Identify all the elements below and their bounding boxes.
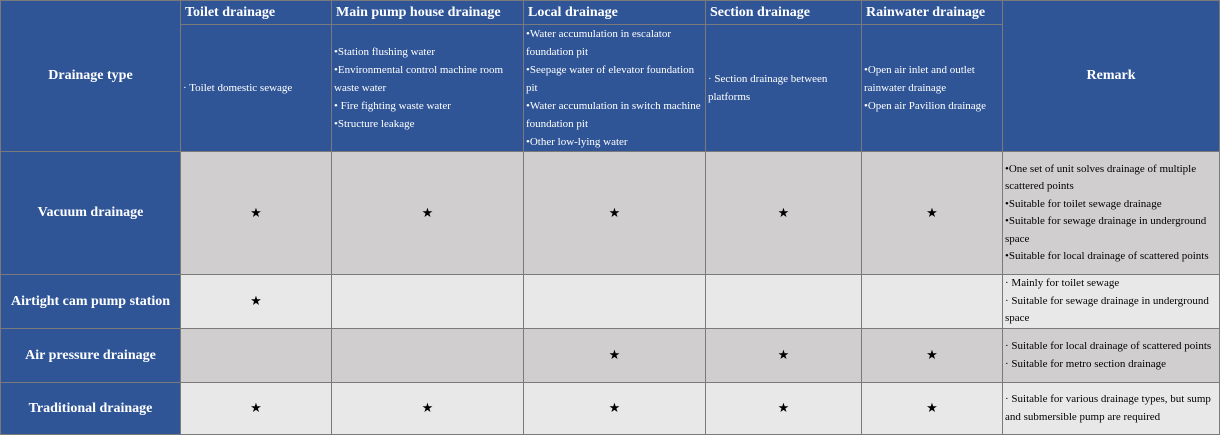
description-item: • Fire fighting waste water (334, 100, 451, 112)
mark-star: ★ (524, 383, 706, 435)
description-item: · Section drainage between platforms (708, 73, 828, 103)
remark-item: · Suitable for metro section drainage (1005, 357, 1166, 370)
column-header-section-drainage: Section drainage (706, 1, 862, 25)
column-header-toilet-drainage: Toilet drainage (181, 1, 332, 25)
remark-airtight-cam-pump-station (1003, 275, 1220, 329)
mark-empty (332, 275, 524, 329)
description-item: •Seepage water of elevator foundation pit (526, 64, 695, 94)
remark-item: •Suitable for toilet sewage drainage (1005, 197, 1162, 210)
column-header-local-drainage: Local drainage (524, 1, 706, 25)
description-item: •Other low-lying water (526, 136, 628, 148)
mark-star: ★ (862, 152, 1003, 275)
row-header-vacuum-drainage: Vacuum drainage (1, 152, 181, 275)
remark-item: •Suitable for local drainage of scattered points (1005, 250, 1209, 262)
mark-star: ★ (524, 152, 706, 275)
row-header-air-pressure-drainage: Air pressure drainage (1, 329, 181, 383)
drainage-type-header: Drainage type (1, 1, 181, 152)
description-item: · Toilet domestic sewage (183, 82, 293, 94)
description-item: •Water accumulation in switch machine foundation pit (526, 100, 701, 130)
description-item: •Water accumulation in escalator foundation pit (526, 28, 671, 58)
remark-item: · Mainly for toilet sewage (1005, 277, 1120, 290)
remark-header: Remark (1003, 1, 1220, 152)
mark-star: ★ (181, 275, 332, 329)
remark-item: · Suitable for local drainage of scattered points (1005, 340, 1212, 352)
column-header-rainwater-drainage: Rainwater drainage (862, 1, 1003, 25)
remark-traditional-drainage (1003, 383, 1220, 435)
local-drainage-description (524, 25, 706, 152)
description-item: •Environmental control machine room waste water (334, 64, 504, 94)
mark-empty (706, 275, 862, 329)
section-drainage-description (706, 25, 862, 152)
description-item: •Structure leakage (334, 118, 415, 130)
rainwater-drainage-description (862, 25, 1003, 152)
mark-empty (332, 329, 524, 383)
description-item: •Open air Pavilion drainage (864, 100, 987, 112)
mark-star: ★ (332, 383, 524, 435)
remark-item: · Suitable for various drainage types, but sump and submersible pump are required (1005, 393, 1211, 423)
mark-empty (181, 329, 332, 383)
mark-star: ★ (706, 329, 862, 383)
mark-empty (862, 275, 1003, 329)
remark-item: •One set of unit solves drainage of multiple scattered points (1005, 162, 1197, 192)
column-header-main-pump-house-drainage: Main pump house drainage (332, 1, 524, 25)
mark-star: ★ (181, 383, 332, 435)
remark-item: · Suitable for sewage drainage in underground space (1005, 294, 1209, 325)
row-header-traditional-drainage: Traditional drainage (1, 383, 181, 435)
mark-star: ★ (706, 152, 862, 275)
remark-item: •Suitable for sewage drainage in underground space (1005, 215, 1207, 245)
description-item: •Open air inlet and outlet rainwater drainage (864, 64, 975, 94)
mark-star: ★ (181, 152, 332, 275)
main-pump-house-drainage-description (332, 25, 524, 152)
remark-vacuum-drainage (1003, 152, 1220, 275)
toilet-drainage-description (181, 25, 332, 152)
mark-star: ★ (706, 383, 862, 435)
description-item: •Station flushing water (334, 46, 436, 58)
remark-air-pressure-drainage (1003, 329, 1220, 383)
mark-star: ★ (332, 152, 524, 275)
mark-empty (524, 275, 706, 329)
mark-star: ★ (524, 329, 706, 383)
mark-star: ★ (862, 383, 1003, 435)
mark-star: ★ (862, 329, 1003, 383)
row-header-airtight-cam-pump-station: Airtight cam pump station (1, 275, 181, 329)
